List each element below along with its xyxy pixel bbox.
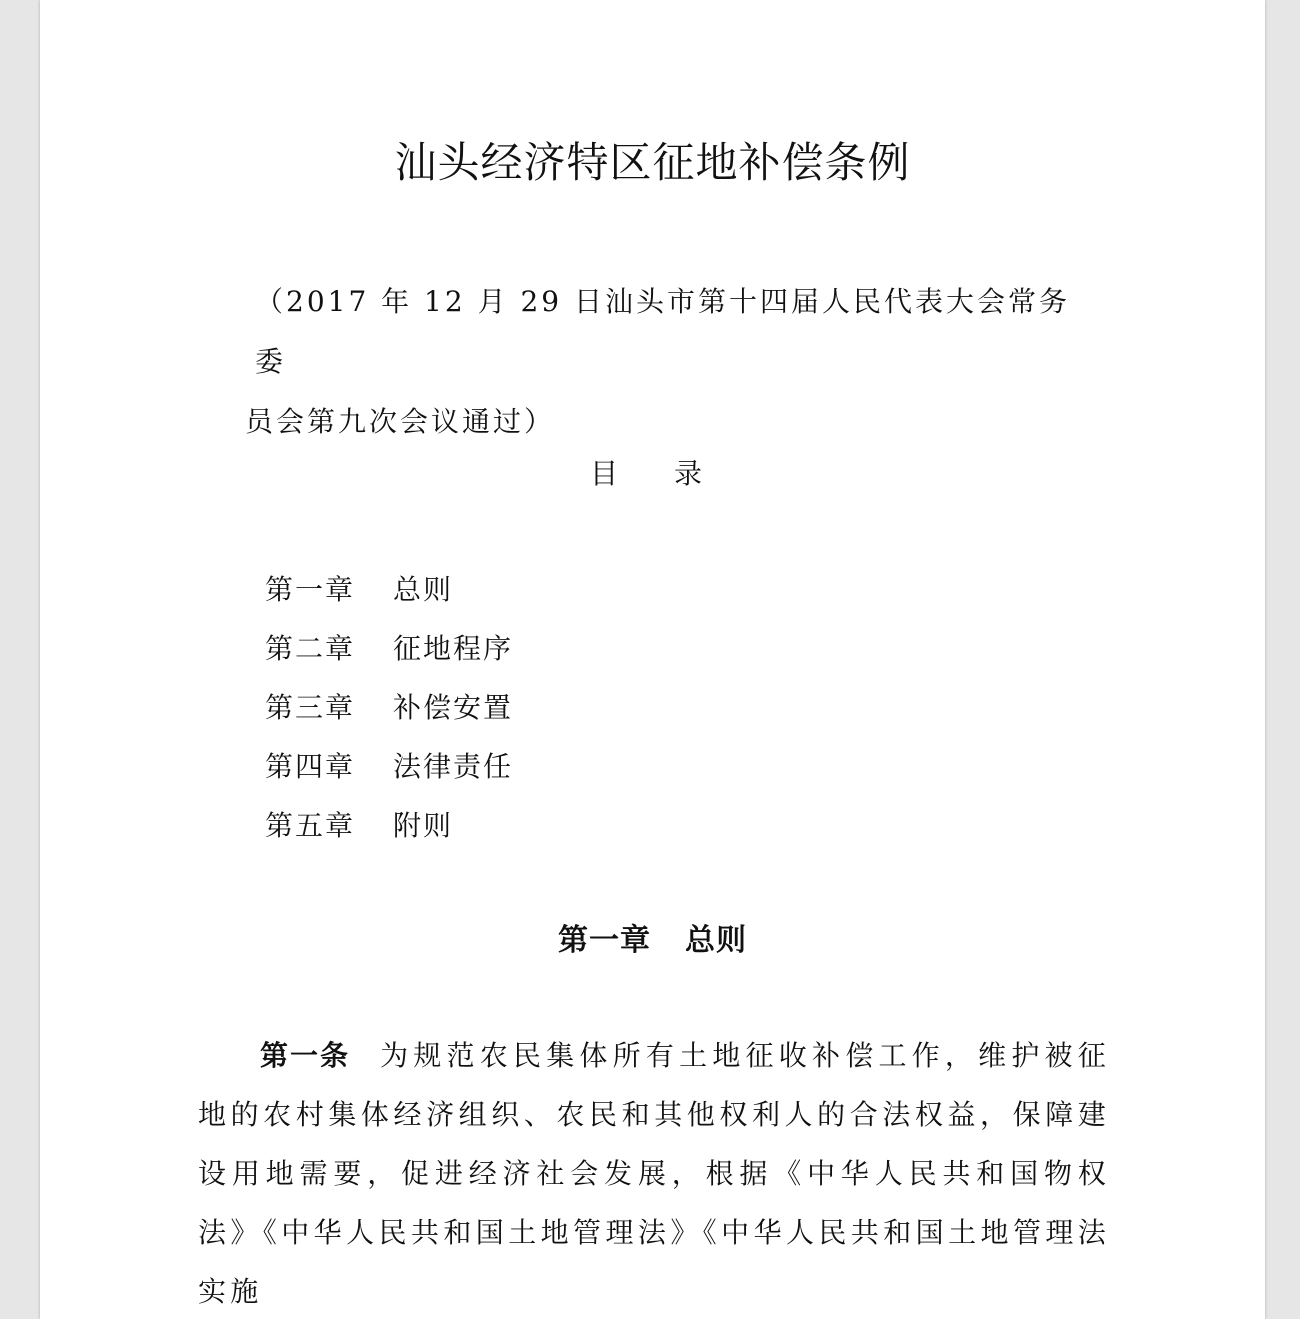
toc-heading (590, 452, 702, 492)
toc-chapter-name: 法律责任 (393, 750, 514, 783)
toc-chapter-number: 第二章 (265, 632, 356, 665)
chapter-number: 第一章 (558, 923, 651, 958)
article-number: 第一条 (260, 1039, 351, 1072)
subtitle-line-2: 员会第九次会议通过） (245, 405, 556, 438)
toc-chapter-name: 总则 (393, 573, 454, 606)
subtitle-line-1: （2017 年 12 月 29 日汕头市第十四届人民代表大会常务委 (255, 285, 1071, 378)
toc-chapter-number: 第一章 (265, 573, 356, 606)
document-page (40, 0, 1265, 1319)
table-of-contents (265, 560, 513, 855)
chapter-heading (40, 915, 1265, 959)
toc-item (265, 796, 513, 855)
chapter-name: 总则 (685, 923, 747, 958)
article-paragraph (198, 1026, 1110, 1319)
toc-chapter-name: 补偿安置 (393, 691, 514, 724)
toc-chapter-number: 第四章 (265, 750, 356, 783)
toc-chapter-number: 第五章 (265, 809, 356, 842)
toc-chapter-name: 附则 (393, 809, 454, 842)
toc-item (265, 560, 513, 619)
toc-item (265, 678, 513, 737)
toc-chapter-number: 第三章 (265, 691, 356, 724)
toc-heading-char-1: 目 (590, 457, 619, 490)
document-subtitle (245, 272, 1075, 452)
toc-item (265, 619, 513, 678)
toc-item (265, 737, 513, 796)
document-title: 汕头经济特区征地补偿条例 (394, 138, 911, 187)
toc-chapter-name: 征地程序 (393, 632, 514, 665)
toc-heading-char-2: 录 (674, 457, 703, 490)
article-text: 为规范农民集体所有土地征收补偿工作，维护被征地的农村集体经济组织、农民和其他权利人的合法权益，保障建设用地需要，促进经济社会发展，根据《中华人民共和国物权法》《中华人民共和国土地管理法》《中华人民共和国土地管理法实施 (198, 1039, 1110, 1308)
